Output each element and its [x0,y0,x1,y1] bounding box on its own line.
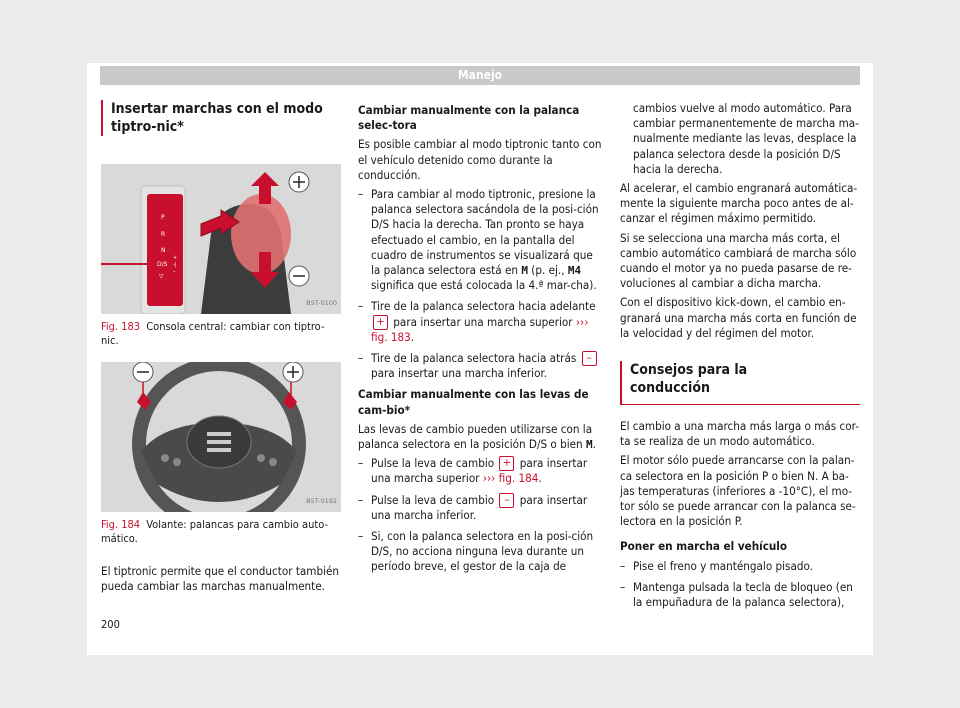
list-item: – Tire de la palanca selectora hacia adelante + para insertar una marcha superior ››› fig. 183. [358,299,602,345]
caption-text: Volante: palancas para cambio auto-mático. [101,518,329,545]
figure-code: B5T-0192 [306,496,337,505]
side-mark-mid: -| [173,262,177,268]
gear-lever-illustration [101,164,341,314]
list-item: – Pulse la leva de cambio + para insertar una marcha superior ››› fig. 184. [358,456,602,486]
subheading-lever: Cambiar manualmente con la palanca selec-tora [358,103,580,133]
gear-label-p: P [161,214,165,221]
instruction-list [620,559,860,611]
subheading-start: Poner en marcha el vehículo [620,539,788,554]
subheading-paddles: Cambiar manualmente con las levas de cam-bio* [358,387,589,417]
minus-icon: – [499,493,514,508]
figure-184 [101,362,341,512]
section-title: Insertar marchas con el modo tiptro-nic* [101,100,341,136]
column-left [101,100,341,598]
list-item: – Para cambiar al modo tiptronic, presione la palanca selectora sacándola de la posi-ción D/S hacia la derecha. Tan pronto se haya efectuado el cambio, en la pantalla del cuadro de instrumentos se visualizará que la palanca selectora está en M (p. ej., M4 significa que está colocada la 4.ª mar-cha). [358,187,602,293]
list-item: – Si, con la palanca selectora en la posi-ción D/S, no acciona ninguna leva durante un período breve, el gestor de la caja de [358,529,602,575]
list-item: – Pulse la leva de cambio – para insertar una marcha inferior. [358,493,602,523]
gear-indicator-m4: M4 [567,264,582,278]
figure-184-caption [101,518,341,546]
minus-icon: – [582,351,597,366]
gear-label-down: ▽ [159,273,164,280]
plus-icon: + [499,456,514,471]
side-mark-minus: – [173,269,176,275]
list-item: – Mantenga pulsada la tecla de bloqueo (en la empuñadura de la palanca selectora), [620,580,860,610]
steering-wheel-illustration [101,362,341,512]
paragraph: Con el dispositivo kick-down, el cambio en-granará una marcha más corta en función de la velocidad y del régimen del motor. [620,295,857,340]
intro-paragraph: El tiptronic permite que el conductor también pueda cambiar las marchas manualmente. [101,564,340,594]
paragraph: Es posible cambiar al modo tiptronic tanto con el vehículo detenido como durante la conducción. [358,137,602,182]
caption-text: Consola central: cambiar con tiptro-nic. [101,320,325,347]
gear-indicator-m: M [585,438,593,452]
gear-label-ds: D/S [157,261,168,268]
section-title: Consejos para la conducción [620,361,860,405]
side-mark-plus: + [173,255,178,261]
column-middle [358,101,602,581]
figure-number: Fig. 183 [101,320,141,333]
instruction-list [358,456,602,574]
paragraph: El cambio a una marcha más larga o más cor-ta se realiza de un modo automático. [620,419,859,449]
gear-indicator-m: M [521,264,528,278]
paragraph: Si se selecciona una marcha más corta, el cambio automático cambiará de marcha sólo cuando el motor ya no pueda pasarse de re-voluciones al cambiar a dicha marcha. [620,230,857,291]
page-number: 200 [101,618,120,631]
figure-ref-link[interactable]: ››› fig. 183 [371,314,589,344]
paragraph: Al acelerar, el cambio engranará automática-mente la siguiente marcha poco antes de al-canzar el régimen máximo permitido. [620,181,858,226]
list-item: – Pise el freno y manténgalo pisado. [620,559,860,574]
figure-number: Fig. 184 [101,518,141,531]
figure-183 [101,164,341,314]
plus-icon: + [373,315,388,330]
gear-label-n: N [161,247,166,254]
gear-label-r: R [161,231,166,238]
figure-ref-link[interactable]: ››› fig. 184 [482,471,539,486]
paragraph: Las levas de cambio pueden utilizarse con la palanca selectora en la posición D/S o bien M. [358,421,596,452]
list-item: – Tire de la palanca selectora hacia atrás – para insertar una marcha inferior. [358,351,602,381]
paragraph: El motor sólo puede arrancarse con la palan-ca selectora en la posición P o bien N. A ba-jas temperaturas (inferiores a -10°C), el mo-tor sólo se puede arrancar con la palanca se-lectora en la posición P. [620,453,856,529]
instruction-list [358,187,602,381]
page-header: Manejo [100,66,860,85]
column-right [620,101,860,616]
continued-paragraph: cambios vuelve al modo automático. Para cambiar permanentemente de marcha ma-nualmente mediante las levas, desplace la palanca selectora desde la posición D/S hacia la derecha. [633,101,859,176]
figure-code: B5T-0100 [306,298,337,307]
figure-183-caption [101,320,341,348]
